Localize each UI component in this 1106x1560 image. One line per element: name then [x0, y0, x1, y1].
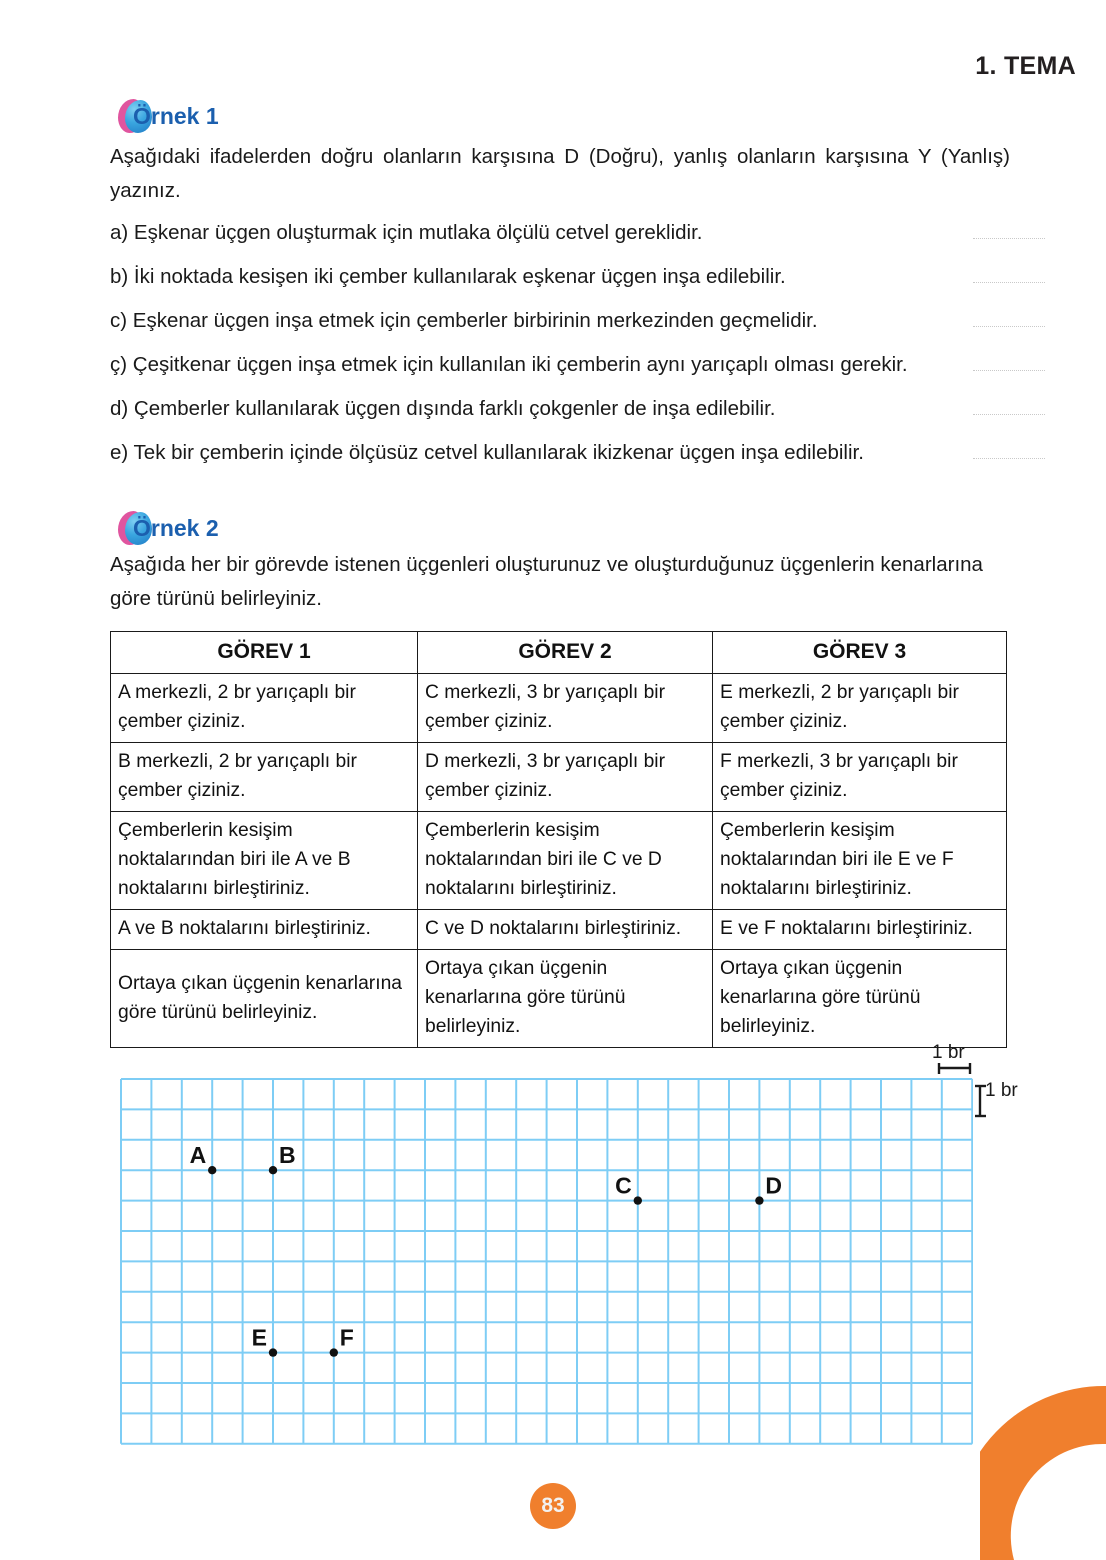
table-cell: E ve F noktalarını birleştiriniz. [713, 910, 1007, 950]
list-item [110, 351, 1045, 395]
column-header-gorev-2: GÖREV 2 [418, 632, 713, 674]
corner-decoration-arc [980, 1370, 1106, 1560]
statement-text: a) Eşkenar üçgen oluşturmak için mutlaka ölçülü cetvel gereklidir. [110, 221, 703, 244]
table-cell: Çemberlerin kesişim noktalarından biri ile E ve F noktalarını birleştiriniz. [713, 812, 1007, 910]
unit-label-horizontal: 1 br [932, 1042, 965, 1063]
table-cell: C ve D noktalarını birleştiriniz. [418, 910, 713, 950]
grid-point-c[interactable] [634, 1196, 642, 1204]
grid-point-b[interactable] [269, 1166, 277, 1174]
list-item [110, 263, 1045, 307]
coordinate-grid-figure [120, 1078, 971, 1455]
answer-blank-a[interactable] [973, 238, 1045, 239]
statement-text: ç) Çeşitkenar üçgen inşa etmek için kullanılan iki çemberin aynı yarıçaplı olması gerekir. [110, 353, 908, 376]
grid-point-label-d: D [765, 1172, 783, 1199]
grid-canvas[interactable] [120, 1078, 973, 1445]
list-item [110, 219, 1045, 263]
ornek-2-badge [118, 508, 219, 548]
table-cell: Ortaya çıkan üçgenin kenarlarına göre türünü belirleyiniz. [418, 950, 713, 1048]
table-cell: Ortaya çıkan üçgenin kenarlarına göre türünü belirleyiniz. [713, 950, 1007, 1048]
table-cell: A merkezli, 2 br yarıçaplı bir çember çiziniz. [111, 674, 418, 743]
table-cell: C merkezli, 3 br yarıçaplı bir çember çiziniz. [418, 674, 713, 743]
grid-point-label-f: F [339, 1324, 354, 1351]
column-header-gorev-1: GÖREV 1 [111, 632, 418, 674]
grid-point-d[interactable] [755, 1196, 763, 1204]
table-cell: Çemberlerin kesişim noktalarından biri ile A ve B noktalarını birleştiriniz. [111, 812, 418, 910]
statement-text: d) Çemberler kullanılarak üçgen dışında farklı çokgenler de inşa edilebilir. [110, 397, 776, 420]
statement-text: e) Tek bir çemberin içinde ölçüsüz cetvel kullanılarak ikizkenar üçgen inşa edilebilir. [110, 441, 864, 464]
table-row [111, 950, 1007, 1048]
grid-point-f[interactable] [330, 1348, 338, 1356]
table-cell: Çemberlerin kesişim noktalarından biri ile C ve D noktalarını birleştiriniz. [418, 812, 713, 910]
page-theme-header: 1. TEMA [975, 52, 1076, 80]
statement-list [110, 219, 1045, 483]
answer-blank-d[interactable] [973, 414, 1045, 415]
page-number-badge: 83 [530, 1483, 576, 1529]
grid-point-e[interactable] [269, 1348, 277, 1356]
statement-text: c) Eşkenar üçgen inşa etmek için çemberler birbirinin merkezinden geçmelidir. [110, 309, 818, 332]
table-cell: Ortaya çıkan üçgenin kenarlarına göre türünü belirleyiniz. [111, 950, 418, 1048]
list-item [110, 439, 1045, 483]
grid-point-label-b: B [279, 1142, 296, 1169]
column-header-gorev-3: GÖREV 3 [713, 632, 1007, 674]
unit-label-vertical: 1 br [985, 1080, 1018, 1101]
table-row [111, 812, 1007, 910]
ornek-1-badge [118, 96, 219, 136]
table-cell: B merkezli, 2 br yarıçaplı bir çember çiziniz. [111, 743, 418, 812]
ornek-2-instruction: Aşağıda her bir görevde istenen üçgenleri oluşturunuz ve oluşturduğunuz üçgenlerin kenarlarına göre türünü belirleyiniz. [110, 553, 983, 610]
grid-point-label-a: A [189, 1142, 207, 1169]
list-item [110, 395, 1045, 439]
answer-blank-c-cedilla[interactable] [973, 370, 1045, 371]
table-row [111, 910, 1007, 950]
grid-point-label-e: E [251, 1324, 267, 1351]
ornek-2-badge-label: Örnek 2 [133, 514, 219, 541]
table-row [111, 743, 1007, 812]
table-cell: E merkezli, 2 br yarıçaplı bir çember çiziniz. [713, 674, 1007, 743]
gorev-table [110, 631, 1007, 1048]
answer-blank-b[interactable] [973, 282, 1045, 283]
grid-point-a[interactable] [208, 1166, 216, 1174]
ornek-1-instruction: Aşağıdaki ifadelerden doğru olanların karşısına D (Doğru), yanlış olanların karşısına Y (Yanlış) yazınız. [110, 145, 1010, 202]
answer-blank-e[interactable] [973, 458, 1045, 459]
table-cell: A ve B noktalarını birleştiriniz. [111, 910, 418, 950]
statement-text: b) İki noktada kesişen iki çember kullanılarak eşkenar üçgen inşa edilebilir. [110, 265, 786, 288]
list-item [110, 307, 1045, 351]
table-header-row [111, 632, 1007, 674]
answer-blank-c[interactable] [973, 326, 1045, 327]
table-cell: D merkezli, 3 br yarıçaplı bir çember çiziniz. [418, 743, 713, 812]
grid-point-label-c: C [615, 1172, 632, 1199]
table-row [111, 674, 1007, 743]
ornek-1-badge-label: Örnek 1 [133, 102, 219, 129]
table-cell: F merkezli, 3 br yarıçaplı bir çember çiziniz. [713, 743, 1007, 812]
